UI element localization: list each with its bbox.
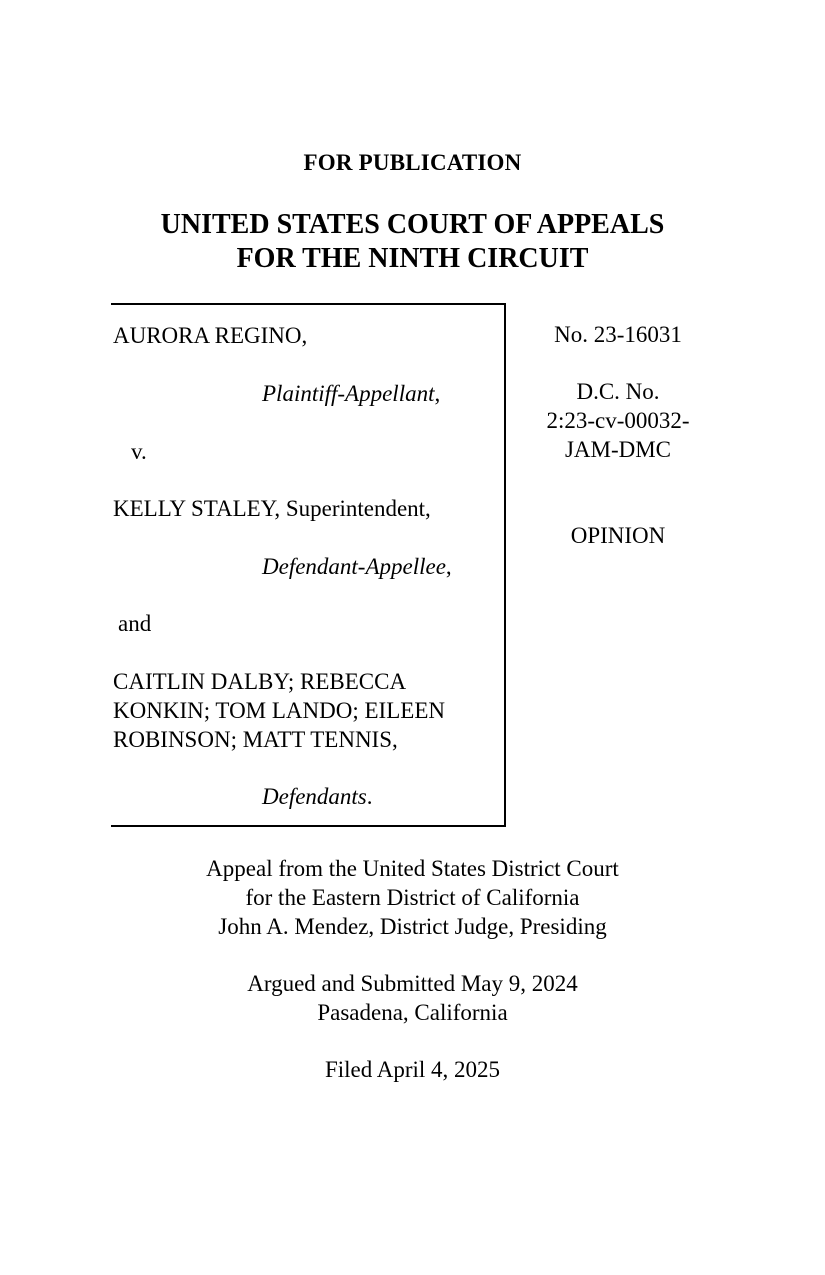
case-caption-box <box>111 303 506 827</box>
other-defendants-role <box>262 782 373 811</box>
argument-line-1: Argued and Submitted May 9, 2024 <box>247 971 578 996</box>
filed-info <box>0 1055 825 1084</box>
other-defendants-role-text: Defendants <box>262 784 367 809</box>
other-defendants-line-2: KONKIN; TOM LANDO; EILEEN <box>113 698 445 723</box>
dc-number-line-2: JAM-DMC <box>564 437 672 462</box>
defendant-role <box>262 552 452 581</box>
conjunction: and <box>118 611 152 636</box>
other-defendants-line-1: CAITLIN DALBY; REBECCA <box>113 669 407 694</box>
plaintiff-role-text: Plaintiff-Appellant <box>262 381 435 406</box>
appeal-line-2: for the Eastern District of California <box>245 885 580 910</box>
appeal-line-3: John A. Mendez, District Judge, Presiding <box>218 914 607 939</box>
plaintiff-role <box>262 379 440 408</box>
dc-label: D.C. No. <box>576 379 660 404</box>
defendant-role-punct: , <box>445 554 452 579</box>
appeal-info <box>0 854 825 941</box>
document-type-block <box>518 521 718 550</box>
district-court-number-block <box>518 377 718 464</box>
plaintiff-role-punct: , <box>434 381 441 406</box>
filed-date: Filed April 4, 2025 <box>324 1057 501 1082</box>
argument-info <box>0 969 825 1027</box>
document-type: OPINION <box>570 523 666 548</box>
dc-number-line-1: 2:23-cv-00032- <box>546 408 690 433</box>
plaintiff-name: AURORA REGINO, <box>113 323 308 348</box>
other-defendants-line-3: ROBINSON; MATT TENNIS, <box>113 727 398 752</box>
court-title-line-1: UNITED STATES COURT OF APPEALS <box>160 209 665 240</box>
appeal-line-1: Appeal from the United States District Court <box>206 856 619 881</box>
court-title-line-2: FOR THE NINTH CIRCUIT <box>236 243 589 274</box>
case-number-block <box>518 320 718 349</box>
other-defendants-role-punct: . <box>366 784 373 809</box>
defendant-name: KELLY STALEY, Superintendent, <box>113 496 431 521</box>
defendant-role-text: Defendant-Appellee <box>262 554 446 579</box>
court-title <box>0 208 825 276</box>
case-number: No. 23-16031 <box>554 322 682 347</box>
argument-line-2: Pasadena, California <box>317 1000 508 1025</box>
versus: v. <box>131 439 147 464</box>
publication-banner: FOR PUBLICATION <box>303 150 522 175</box>
